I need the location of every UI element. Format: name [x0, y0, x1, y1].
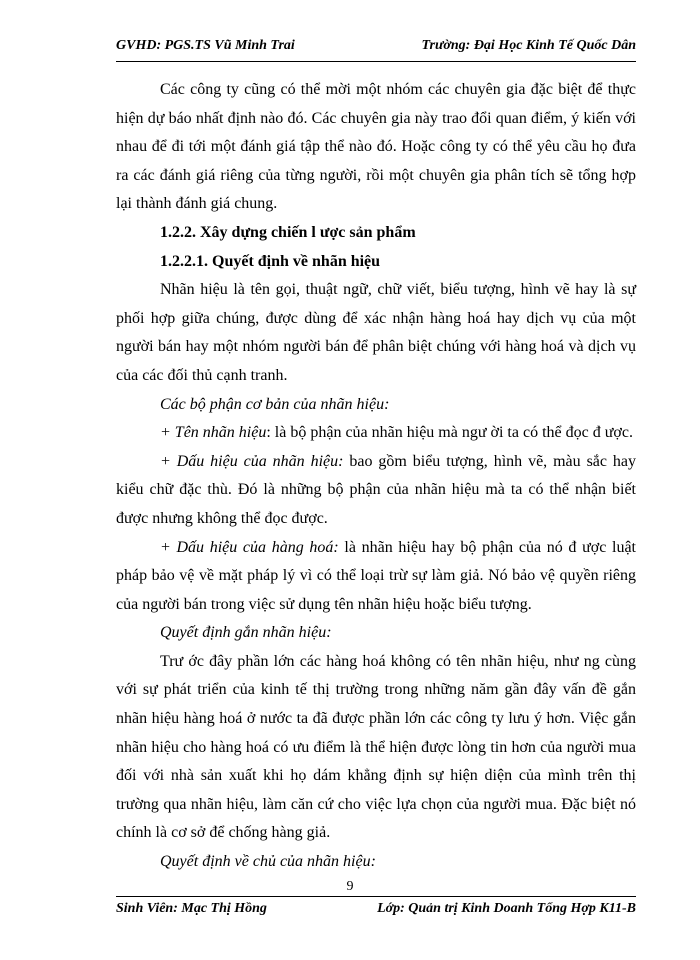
- header-university: Trường: Đại Học Kinh Tế Quốc Dân: [421, 38, 636, 53]
- item-label: + Tên nhãn hiệu: [160, 424, 267, 442]
- footer-student: Sinh Viên: Mạc Thị Hồng: [116, 901, 267, 916]
- document-body: [116, 76, 636, 877]
- paragraph-brand-definition: Nhãn hiệu là tên gọi, thuật ngữ, chữ viết, biểu tượng, hình vẽ hay là sự phối hợp giữa chúng, được dùng để xác nhận hàng hoá hay dịch vụ của một người bán hay một nhóm người bán để phân biệt chúng với hàng hoá và dịch vụ của các đối thủ cạnh tranh.: [116, 281, 636, 384]
- list-item-brand-mark: [116, 448, 636, 534]
- footer-class: Lớp: Quản trị Kinh Doanh Tổng Hợp K11-B: [377, 901, 636, 916]
- page-header: [116, 38, 636, 60]
- page-number: 9: [346, 879, 354, 894]
- header-rule: [116, 61, 636, 62]
- list-item-brand-name: [116, 419, 636, 448]
- subsection-heading: 1.2.2.1. Quyết định về nhãn hiệu: [160, 252, 381, 270]
- item-label: + Dấu hiệu của nhãn hiệu:: [160, 452, 344, 470]
- subheading-brand-parts: Các bộ phận cơ bản của nhãn hiệu:: [160, 395, 390, 413]
- subheading-branding-decision: Quyết định gắn nhãn hiệu:: [160, 624, 332, 642]
- item-text: : là bộ phận của nhãn hiệu mà ngư ời ta có thể đọc đ ược.: [266, 424, 633, 442]
- footer-rule: [116, 896, 636, 897]
- item-text: bao gồm biểu tượng, hình vẽ, màu sắc hay kiểu chữ đặc thù. Đó là những bộ phận của nhãn hiệu mà ta có thể nhận biết được nhưng không thể đọc được.: [116, 452, 637, 527]
- list-item-trademark: [116, 534, 636, 620]
- subheading-brand-owner: Quyết định về chủ của nhãn hiệu:: [160, 853, 376, 871]
- paragraph-experts: Các công ty cũng có thể mời một nhóm các chuyên gia đặc biệt để thực hiện dự báo nhất định nào đó. Các chuyên gia này trao đổi quan điểm, ý kiến với nhau để đi tới một đánh giá tập thể nào đó. Hoặc công ty có thể yêu cầu họ đưa ra các đánh giá riêng của từng người, rồi một chuyên gia phân tích sẽ tổng hợp lại thành đánh giá chung.: [116, 81, 636, 213]
- item-label: + Dấu hiệu của hàng hoá:: [160, 538, 339, 556]
- page-footer: [116, 901, 636, 923]
- item-text: là nhãn hiệu hay bộ phận của nó đ ược luật pháp bảo vệ về mặt pháp lý vì có thể loại trừ sự làm giả. Nó bảo vệ quyền riêng của người bán trong việc sử dụng tên nhãn hiệu hoặc biểu tượng.: [116, 538, 637, 613]
- paragraph-branding: Trư ớc đây phần lớn các hàng hoá không có tên nhãn hiệu, như ng cùng với sự phát triển của kinh tế thị trường trong những năm gần đây vấn đề gắn nhãn hiệu hàng hoá ở nước ta đã được phần lớn các công ty lưu ý hơn. Việc gắn nhãn hiệu cho hàng hoá có ưu điểm là thể hiện được lòng tin hơn của người mua đối với nhà sản xuất khi họ dám khẳng định sự hiện diện của mình trên thị trường qua nhãn hiệu, làm căn cứ cho việc lựa chọn của người mua. Đặc biệt nó chính là cơ sở để chống hàng giả.: [116, 652, 636, 842]
- section-heading: 1.2.2. Xây dựng chiến l ược sản phẩm: [160, 223, 416, 241]
- header-supervisor: GVHD: PGS.TS Vũ Minh Trai: [116, 38, 295, 53]
